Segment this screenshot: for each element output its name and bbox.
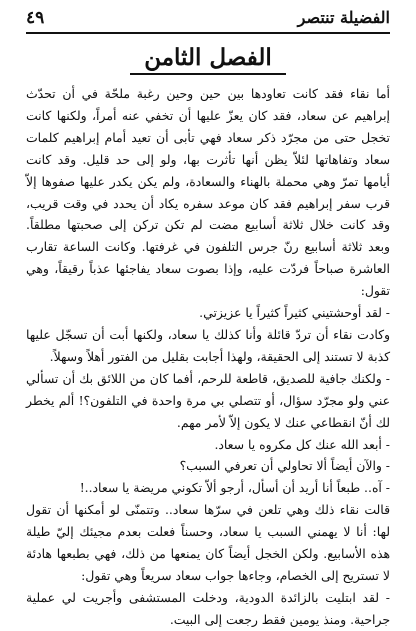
body-text bbox=[26, 83, 390, 631]
running-title: الفضيلة تنتصر bbox=[297, 8, 390, 27]
page-number: ٤٩ bbox=[26, 8, 45, 28]
running-header bbox=[26, 6, 390, 34]
paragraph: أما نقاء فقد كانت تعاودها بين حين وحين رغبة ملحّة في أن تحدّث إبراهيم عن سعاد، فقد كان يعزّ عليها أن تخفي عنه أمراً، ولكنها كانت تخجل حتى من مجرّد ذكر سعاد فهي تأبى أن تعيد أمام إبراهيم كلمات سعاد وتفاهاتها لئلاّ يظن أنها تأثرت بها، ولو إلى حد قليل. وقد كانت أيامها تمرّ وهي محملة بالهناء والسعادة، ولم يكن يكدر عليها صفوها إلاّ قرب سفر إبراهيم فقد كان موعد سفره يكاد أن يحدد في وقت قريب، وقد كانت خلال ثلاثة أسابيع مضت لم تكن تركن إلى صحبتها مطلقاً. وبعد ثلاثة أسابيع رنّ جرس التلفون في غرفتها. وكانت الساعة تقارب العاشرة صباحاً فردّت عليه، وإذا بصوت سعاد يفاجئها عذباً رقيقاً، وهي تقول: bbox=[26, 86, 390, 299]
dialogue-line: - ولكنك جافية للصديق، قاطعة للرحم، أفما كان من اللائق بك أن تسألي عني ولو مجرّد سؤال، أو تتصلي بي مرة واحدة في التلفون؟! ألم يخطر لك أنّ انقطاعي عنك لا يكون إلاّ لأمر مهم. bbox=[26, 370, 390, 430]
chapter-title: الفصل الثامن bbox=[130, 43, 286, 75]
dialogue-line: - آه.. طبعاً أنا أريد أن أسأل، أرجو ألاّ تكوني مريضة يا سعاد..! bbox=[79, 480, 390, 496]
dialogue-line: - أبعد الله عنك كل مكروه يا سعاد. bbox=[214, 436, 390, 452]
dialogue-line: - والآن أيضاً ألا تحاولي أن تعرفي السبب؟ bbox=[179, 458, 390, 474]
dialogue-line: - لقد ابتليت بالزائدة الدودية، ودخلت المستشفى وأجريت لي عملية جراحية. ومنذ يومين فقط رجعت إلى البيت. bbox=[26, 589, 390, 627]
chapter-heading bbox=[26, 43, 390, 75]
dialogue-line: - لقد أوحشتيني كثيراً كثيراً يا عزيزتي. bbox=[199, 305, 390, 321]
paragraph: وكادت نقاء أن تردّ قائلة وأنا كذلك يا سعاد، ولكنها أبت أن تسجّل عليها كذبة لا تستند إلى الحقيقة، ولهذا أجابت بقليل من الفتور أهلاً وسهلاً. bbox=[26, 326, 390, 364]
paragraph: قالت نقاء ذلك وهي تلعن في سرّها سعاد.. وتتمنّى لو أمكنها أن تقول لها: أنا لا يهمني السبب يا سعاد، وحسناً فعلت بعدم مجيئك إليّ طيلة هذه الأسابيع. ولكن الخجل أيضاً كان يمنعها من ذلك، فهي بطبعها هادئة لا تستريح إلى الخصام، وجاءها جواب سعاد سريعاً وهي تقول: bbox=[26, 502, 390, 583]
